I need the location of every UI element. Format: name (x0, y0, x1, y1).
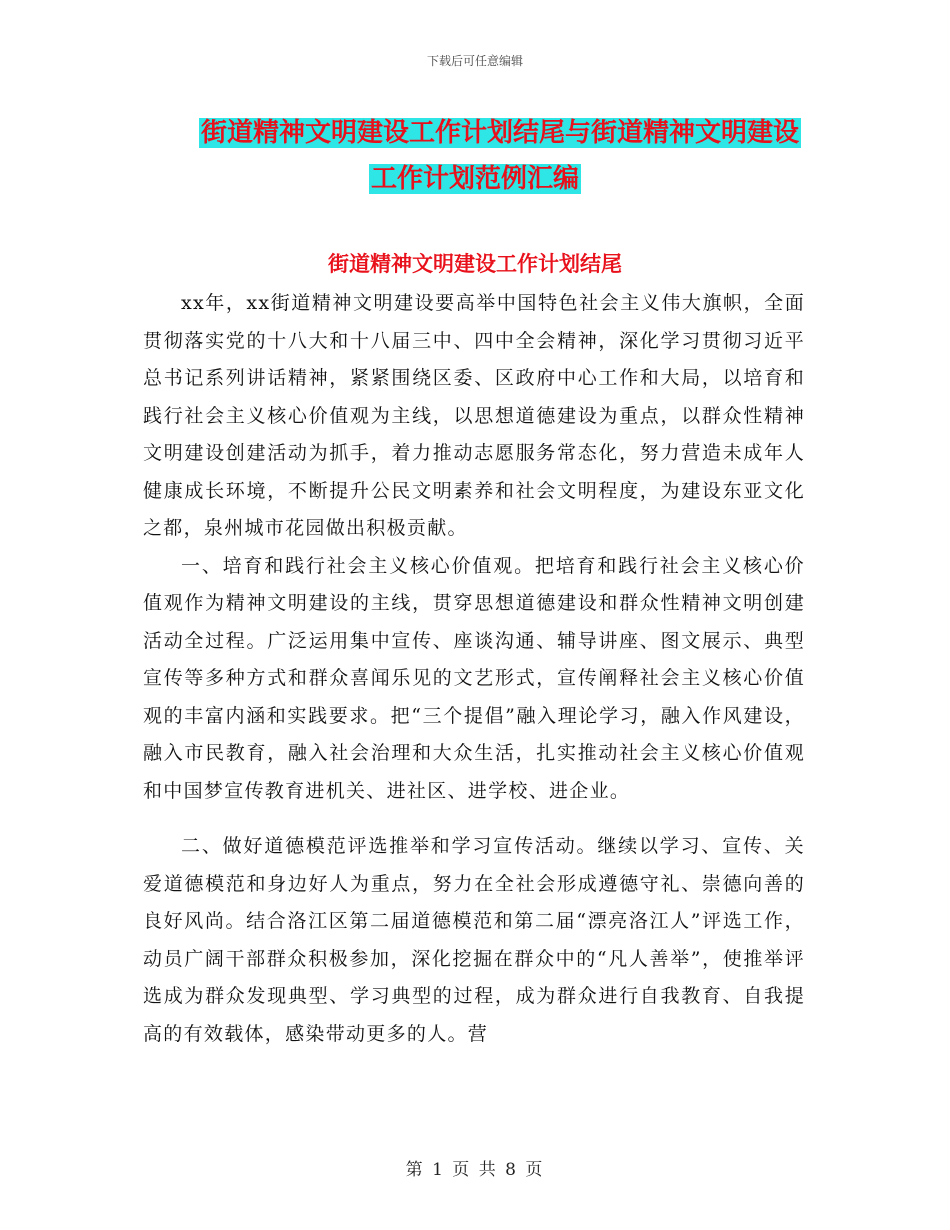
paragraph-2: 二、做好道德模范评选推举和学习宣传活动。继续以学习、宣传、关爱道德模范和身边好人为重点，努力在全社会形成遵德守礼、崇德向善的良好风尚。结合洛江区第二届道德模范和第二届“漂亮洛江人”评选工作，动员广阔干部群众积极参加，深化挖掘在群众中的“凡人善举”，使推举评选成为群众发现典型、学习典型的过程，成为群众进行自我教育、自我提高的有效载体，感染带动更多的人。营 (143, 835, 805, 1045)
section-title: 街道精神文明建设工作计划结尾 (328, 252, 622, 276)
page-number: 第 1 页 共 8 页 (405, 1160, 545, 1180)
document-body (143, 285, 805, 1053)
title-line-2: 工作计划范例汇编 (370, 164, 579, 194)
document-title (0, 110, 950, 202)
header-note: 下载后可任意编辑 (426, 54, 523, 68)
title-line-1: 街道精神文明建设工作计划结尾与街道精神文明建设 (200, 118, 799, 148)
paragraph-intro: xx年，xx街道精神文明建设要高举中国特色社会主义伟大旗帜，全面贯彻落实党的十八大和十八届三中、四中全会精神，深化学习贯彻习近平总书记系列讲话精神，紧紧围绕区委、区政府中心工作和大局，以培育和践行社会主义核心价值观为主线，以思想道德建设为重点，以群众性精神文明建设创建活动为抓手，着力推动志愿服务常态化，努力营造未成年人健康成长环境，不断提升公民文明素养和社会文明程度，为建设东亚文化之都，泉州城市花园做出积极贡献。 (143, 292, 805, 539)
paragraph-1: 一、培育和践行社会主义核心价值观。把培育和践行社会主义核心价值观作为精神文明建设的主线，贯穿思想道德建设和群众性精神文明创建活动全过程。广泛运用集中宣传、座谈沟通、辅导讲座、图文展示、典型宣传等多种方式和群众喜闻乐见的文艺形式，宣传阐释社会主义核心价值观的丰富内涵和实践要求。把“三个提倡”融入理论学习，融入作风建设，融入市民教育，融入社会治理和大众生活，扎实推动社会主义核心价值观和中国梦宣传教育进机关、进社区、进学校、进企业。 (143, 554, 805, 802)
